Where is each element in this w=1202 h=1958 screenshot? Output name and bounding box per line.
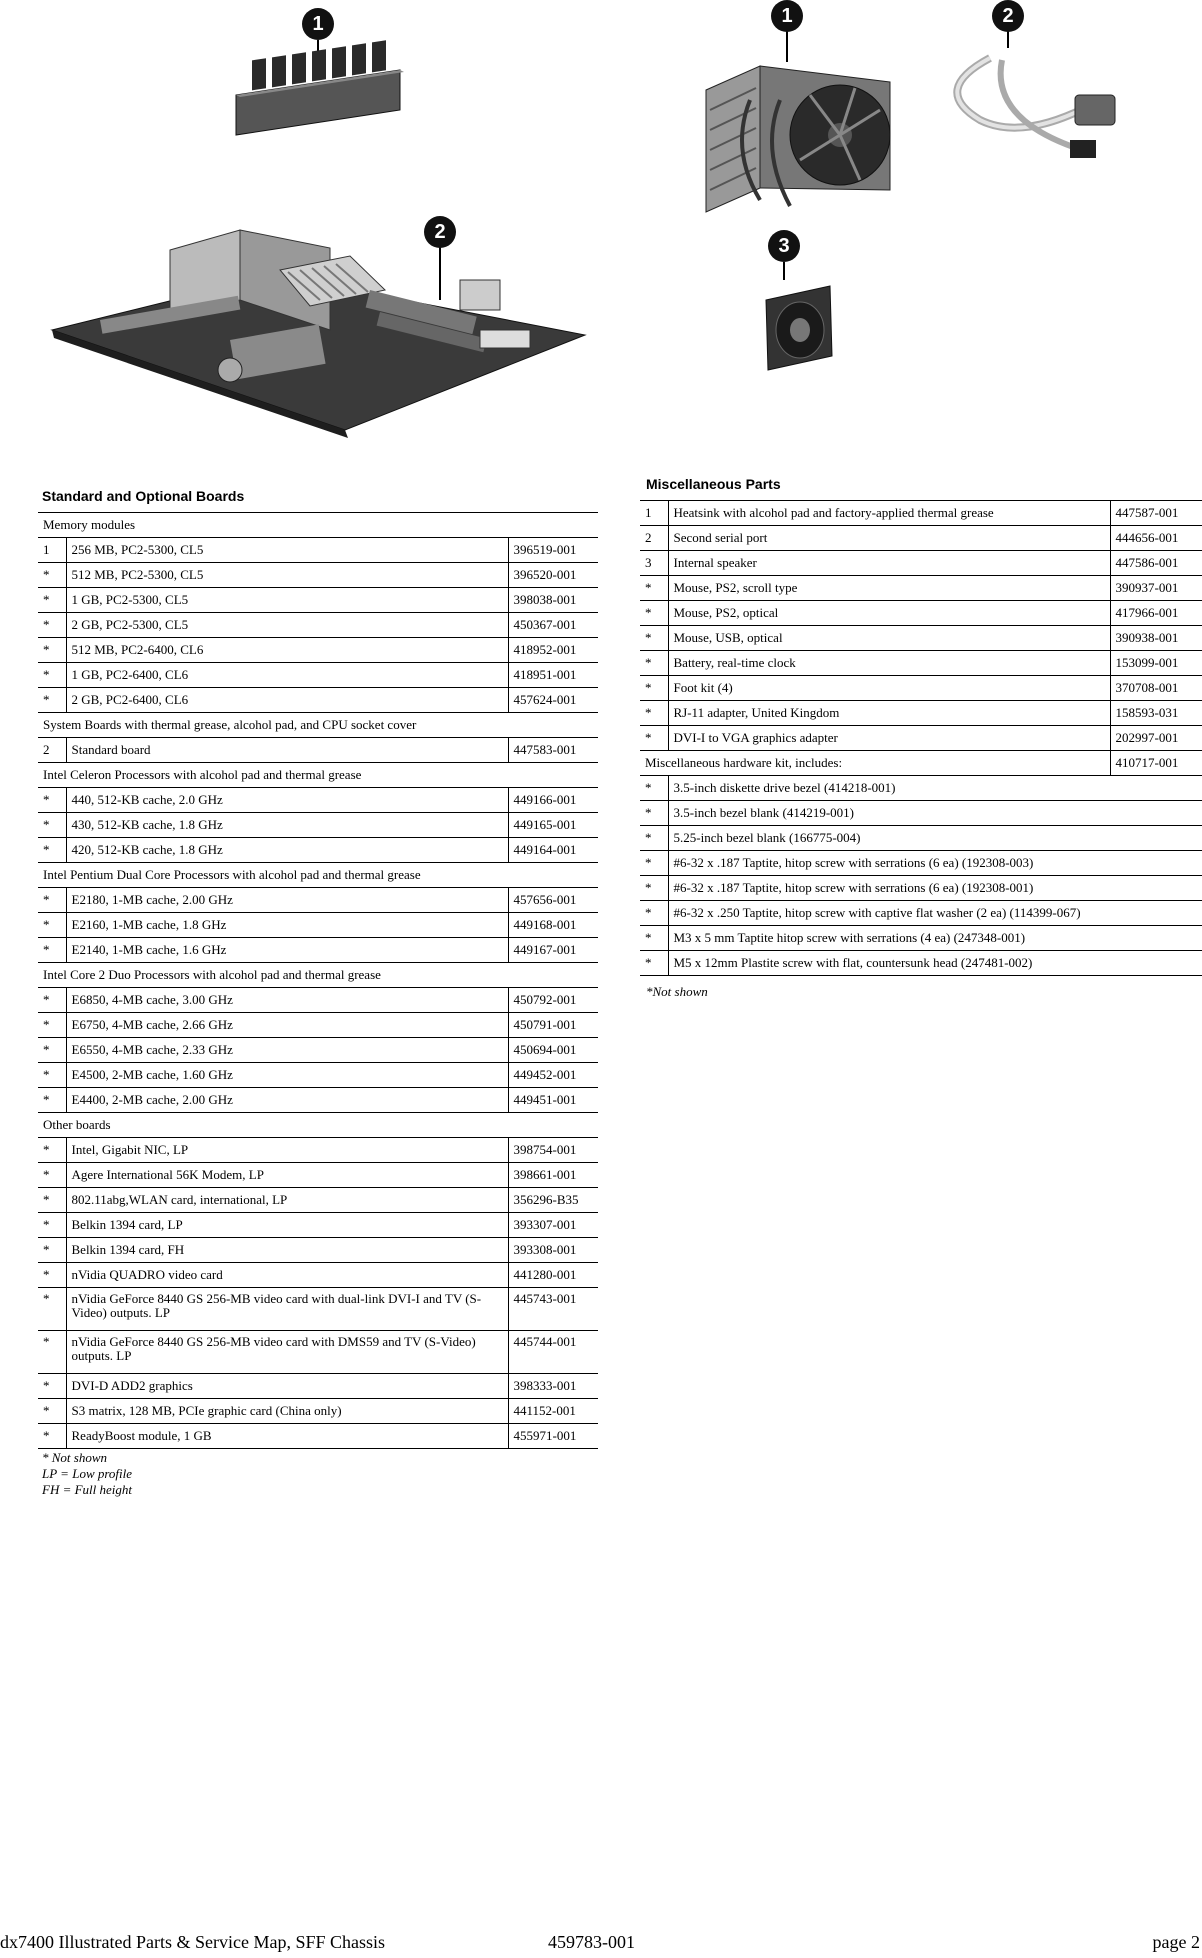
part-number: 449451-001 <box>508 1088 598 1113</box>
footer-page-number: page 2 <box>1152 1932 1200 1952</box>
kit-item-row <box>640 801 1202 826</box>
note-line: LP = Low profile <box>42 1466 133 1481</box>
part-number: 445744-001 <box>508 1331 598 1374</box>
part-row <box>38 813 598 838</box>
footer-title: dx7400 Illustrated Parts & Service Map, SFF Chassis <box>0 1932 385 1952</box>
part-row <box>38 1213 598 1238</box>
reference-marker: * <box>640 651 668 676</box>
memory-module-drawing <box>236 40 404 135</box>
callout-second-serial-port: 2 <box>992 0 1024 32</box>
heatsink-drawing <box>706 30 890 212</box>
part-row <box>38 1163 598 1188</box>
part-row <box>38 1374 598 1399</box>
callout-memory-module: 1 <box>302 8 334 40</box>
part-number: 449166-001 <box>508 788 598 813</box>
reference-marker: * <box>38 938 66 963</box>
part-description: 1 GB, PC2-6400, CL6 <box>66 663 508 688</box>
part-row <box>38 1399 598 1424</box>
group-label: Memory modules <box>38 513 598 538</box>
part-description: M3 x 5 mm Taptite hitop screw with serrations (4 ea) (247348-001) <box>668 926 1202 951</box>
part-number: 441280-001 <box>508 1263 598 1288</box>
group-label: Other boards <box>38 1113 598 1138</box>
part-row <box>640 501 1202 526</box>
reference-marker: * <box>38 688 66 713</box>
group-header-row <box>38 963 598 988</box>
part-description: Agere International 56K Modem, LP <box>66 1163 508 1188</box>
part-number: 417966-001 <box>1110 601 1202 626</box>
left-illustration <box>40 0 600 440</box>
part-description: Foot kit (4) <box>668 676 1110 701</box>
part-row <box>38 888 598 913</box>
reference-marker: * <box>38 1188 66 1213</box>
part-number: 455971-001 <box>508 1424 598 1449</box>
part-description: 3.5-inch diskette drive bezel (414218-001) <box>668 776 1202 801</box>
reference-marker: * <box>38 1063 66 1088</box>
part-description: E2160, 1-MB cache, 1.8 GHz <box>66 913 508 938</box>
part-description: #6-32 x .187 Taptite, hitop screw with serrations (6 ea) (192308-001) <box>668 876 1202 901</box>
part-number: 418952-001 <box>508 638 598 663</box>
reference-marker: * <box>38 563 66 588</box>
part-number: 449167-001 <box>508 938 598 963</box>
part-row <box>38 913 598 938</box>
part-description: 420, 512-KB cache, 1.8 GHz <box>66 838 508 863</box>
note-line: *Not shown <box>646 984 708 999</box>
part-description: Mouse, USB, optical <box>668 626 1110 651</box>
part-row <box>38 1188 598 1213</box>
reference-marker: * <box>38 1263 66 1288</box>
reference-marker: * <box>640 851 668 876</box>
part-number: 356296-B35 <box>508 1188 598 1213</box>
kit-item-row <box>640 926 1202 951</box>
reference-marker: 2 <box>38 738 66 763</box>
part-number: 449164-001 <box>508 838 598 863</box>
memory-and-board-drawing <box>40 0 600 440</box>
reference-marker: * <box>38 663 66 688</box>
part-description: 2 GB, PC2-5300, CL5 <box>66 613 508 638</box>
part-description: 3.5-inch bezel blank (414219-001) <box>668 801 1202 826</box>
group-label: System Boards with thermal grease, alcohol pad, and CPU socket cover <box>38 713 598 738</box>
reference-marker: * <box>38 813 66 838</box>
part-description: Internal speaker <box>668 551 1110 576</box>
part-description: Standard board <box>66 738 508 763</box>
reference-marker: 1 <box>640 501 668 526</box>
part-number: 449452-001 <box>508 1063 598 1088</box>
reference-marker: * <box>38 1138 66 1163</box>
part-description: E6750, 4-MB cache, 2.66 GHz <box>66 1013 508 1038</box>
reference-marker: * <box>38 1013 66 1038</box>
part-description: 256 MB, PC2-5300, CL5 <box>66 538 508 563</box>
reference-marker: * <box>38 838 66 863</box>
part-description: M5 x 12mm Plastite screw with flat, countersunk head (247481-002) <box>668 951 1202 976</box>
misc-title: Miscellaneous Parts <box>646 476 781 492</box>
part-description: Mouse, PS2, scroll type <box>668 576 1110 601</box>
misc-parts-table <box>640 500 1202 976</box>
reference-marker: * <box>640 776 668 801</box>
part-number: 202997-001 <box>1110 726 1202 751</box>
callout-heatsink: 1 <box>771 0 803 32</box>
part-row <box>38 738 598 763</box>
boards-title: Standard and Optional Boards <box>42 488 245 504</box>
part-row <box>38 1088 598 1113</box>
part-description: 1 GB, PC2-5300, CL5 <box>66 588 508 613</box>
callout-system-board: 2 <box>424 216 456 248</box>
part-row <box>640 576 1202 601</box>
part-row <box>38 1063 598 1088</box>
part-description: 512 MB, PC2-6400, CL6 <box>66 638 508 663</box>
part-number: 398754-001 <box>508 1138 598 1163</box>
group-header-row <box>38 763 598 788</box>
part-description: E6550, 4-MB cache, 2.33 GHz <box>66 1038 508 1063</box>
serial-port-drawing <box>957 30 1115 158</box>
part-row <box>38 663 598 688</box>
part-description: S3 matrix, 128 MB, PCIe graphic card (China only) <box>66 1399 508 1424</box>
group-label: Intel Core 2 Duo Processors with alcohol pad and thermal grease <box>38 963 598 988</box>
part-number: 445743-001 <box>508 1288 598 1331</box>
reference-marker: * <box>38 913 66 938</box>
part-description: nVidia GeForce 8440 GS 256-MB video card with DMS59 and TV (S-Video) outputs. LP <box>66 1331 508 1374</box>
right-illustration <box>690 0 1200 380</box>
part-number: 398661-001 <box>508 1163 598 1188</box>
part-number: 447586-001 <box>1110 551 1202 576</box>
reference-marker: * <box>640 701 668 726</box>
footer-doc-number: 459783-001 <box>548 1932 635 1952</box>
part-row <box>38 1288 598 1331</box>
part-description: Intel, Gigabit NIC, LP <box>66 1138 508 1163</box>
callout-internal-speaker: 3 <box>768 230 800 262</box>
part-description: #6-32 x .250 Taptite, hitop screw with captive flat washer (2 ea) (114399-067) <box>668 901 1202 926</box>
system-board-drawing <box>52 230 585 438</box>
reference-marker: * <box>640 626 668 651</box>
reference-marker: * <box>640 801 668 826</box>
reference-marker: * <box>640 901 668 926</box>
part-description: nVidia GeForce 8440 GS 256-MB video card with dual-link DVI-I and TV (S-Video) outputs. LP <box>66 1288 508 1331</box>
part-row <box>38 613 598 638</box>
reference-marker: * <box>38 888 66 913</box>
part-description: 512 MB, PC2-5300, CL5 <box>66 563 508 588</box>
part-description: Belkin 1394 card, FH <box>66 1238 508 1263</box>
group-header-row <box>38 1113 598 1138</box>
part-number: 447587-001 <box>1110 501 1202 526</box>
reference-marker: * <box>38 1238 66 1263</box>
boards-notes <box>42 1450 132 1498</box>
part-row <box>38 563 598 588</box>
part-description: Battery, real-time clock <box>668 651 1110 676</box>
group-label: Intel Pentium Dual Core Processors with alcohol pad and thermal grease <box>38 863 598 888</box>
part-number: 398333-001 <box>508 1374 598 1399</box>
part-number: 393307-001 <box>508 1213 598 1238</box>
part-number: 396520-001 <box>508 563 598 588</box>
part-description: #6-32 x .187 Taptite, hitop screw with serrations (6 ea) (192308-003) <box>668 851 1202 876</box>
reference-marker: * <box>38 1288 66 1331</box>
part-row <box>38 688 598 713</box>
part-row <box>38 538 598 563</box>
part-row <box>38 1331 598 1374</box>
part-description: 430, 512-KB cache, 1.8 GHz <box>66 813 508 838</box>
part-number: 396519-001 <box>508 538 598 563</box>
part-description: RJ-11 adapter, United Kingdom <box>668 701 1110 726</box>
part-description: Second serial port <box>668 526 1110 551</box>
kit-item-row <box>640 826 1202 851</box>
part-description: E4500, 2-MB cache, 1.60 GHz <box>66 1063 508 1088</box>
reference-marker: * <box>38 1331 66 1374</box>
group-header-row <box>38 513 598 538</box>
reference-marker: * <box>38 1088 66 1113</box>
part-number: 153099-001 <box>1110 651 1202 676</box>
kit-item-row <box>640 951 1202 976</box>
part-row <box>38 1038 598 1063</box>
reference-marker: * <box>640 726 668 751</box>
part-number: 450694-001 <box>508 1038 598 1063</box>
misc-parts-drawing <box>690 0 1200 380</box>
reference-marker: 1 <box>38 538 66 563</box>
kit-row <box>640 751 1202 776</box>
part-row <box>38 938 598 963</box>
part-row <box>640 701 1202 726</box>
part-number: 449168-001 <box>508 913 598 938</box>
part-number: 370708-001 <box>1110 676 1202 701</box>
part-number: 390937-001 <box>1110 576 1202 601</box>
reference-marker: 3 <box>640 551 668 576</box>
part-number: 457656-001 <box>508 888 598 913</box>
part-number: 393308-001 <box>508 1238 598 1263</box>
reference-marker: * <box>38 1424 66 1449</box>
part-description: nVidia QUADRO video card <box>66 1263 508 1288</box>
part-row <box>38 788 598 813</box>
reference-marker: * <box>38 788 66 813</box>
part-row <box>640 651 1202 676</box>
note-line: * Not shown <box>42 1450 108 1465</box>
speaker-drawing <box>766 262 832 370</box>
part-description: Heatsink with alcohol pad and factory-applied thermal grease <box>668 501 1110 526</box>
part-description: DVI-I to VGA graphics adapter <box>668 726 1110 751</box>
reference-marker: * <box>38 588 66 613</box>
part-description: E2140, 1-MB cache, 1.6 GHz <box>66 938 508 963</box>
kit-item-row <box>640 901 1202 926</box>
part-row <box>38 1238 598 1263</box>
kit-item-row <box>640 776 1202 801</box>
reference-marker: * <box>38 1213 66 1238</box>
part-number: 390938-001 <box>1110 626 1202 651</box>
reference-marker: * <box>640 576 668 601</box>
part-row <box>640 551 1202 576</box>
part-number: 447583-001 <box>508 738 598 763</box>
boards-table <box>38 512 598 1449</box>
reference-marker: * <box>38 1163 66 1188</box>
part-description: 5.25-inch bezel blank (166775-004) <box>668 826 1202 851</box>
part-description: DVI-D ADD2 graphics <box>66 1374 508 1399</box>
kit-description: Miscellaneous hardware kit, includes: <box>640 751 1110 776</box>
part-description: 440, 512-KB cache, 2.0 GHz <box>66 788 508 813</box>
part-description: 2 GB, PC2-6400, CL6 <box>66 688 508 713</box>
part-row <box>38 588 598 613</box>
reference-marker: * <box>640 926 668 951</box>
part-number: 457624-001 <box>508 688 598 713</box>
part-description: 802.11abg,WLAN card, international, LP <box>66 1188 508 1213</box>
reference-marker: 2 <box>640 526 668 551</box>
part-row <box>640 526 1202 551</box>
note-line: FH = Full height <box>42 1482 133 1497</box>
reference-marker: * <box>640 826 668 851</box>
part-row <box>38 988 598 1013</box>
part-description: Belkin 1394 card, LP <box>66 1213 508 1238</box>
part-row <box>38 1263 598 1288</box>
part-description: Mouse, PS2, optical <box>668 601 1110 626</box>
part-row <box>38 1013 598 1038</box>
reference-marker: * <box>640 951 668 976</box>
group-header-row <box>38 713 598 738</box>
group-label: Intel Celeron Processors with alcohol pad and thermal grease <box>38 763 598 788</box>
part-number: 158593-031 <box>1110 701 1202 726</box>
part-number: 410717-001 <box>1110 751 1202 776</box>
part-row <box>640 726 1202 751</box>
part-number: 450367-001 <box>508 613 598 638</box>
reference-marker: * <box>38 1399 66 1424</box>
group-header-row <box>38 863 598 888</box>
part-number: 441152-001 <box>508 1399 598 1424</box>
part-number: 450792-001 <box>508 988 598 1013</box>
kit-item-row <box>640 876 1202 901</box>
part-row <box>640 601 1202 626</box>
reference-marker: * <box>640 876 668 901</box>
part-row <box>640 626 1202 651</box>
kit-item-row <box>640 851 1202 876</box>
part-row <box>38 838 598 863</box>
reference-marker: * <box>38 613 66 638</box>
part-number: 449165-001 <box>508 813 598 838</box>
part-number: 450791-001 <box>508 1013 598 1038</box>
part-number: 418951-001 <box>508 663 598 688</box>
reference-marker: * <box>640 601 668 626</box>
part-number: 444656-001 <box>1110 526 1202 551</box>
part-description: E2180, 1-MB cache, 2.00 GHz <box>66 888 508 913</box>
part-number: 398038-001 <box>508 588 598 613</box>
reference-marker: * <box>640 676 668 701</box>
part-row <box>640 676 1202 701</box>
part-description: ReadyBoost module, 1 GB <box>66 1424 508 1449</box>
part-description: E4400, 2-MB cache, 2.00 GHz <box>66 1088 508 1113</box>
part-row <box>38 638 598 663</box>
part-row <box>38 1138 598 1163</box>
part-description: E6850, 4-MB cache, 3.00 GHz <box>66 988 508 1013</box>
reference-marker: * <box>38 1374 66 1399</box>
part-row <box>38 1424 598 1449</box>
reference-marker: * <box>38 1038 66 1063</box>
misc-notes <box>646 984 708 1000</box>
reference-marker: * <box>38 638 66 663</box>
reference-marker: * <box>38 988 66 1013</box>
